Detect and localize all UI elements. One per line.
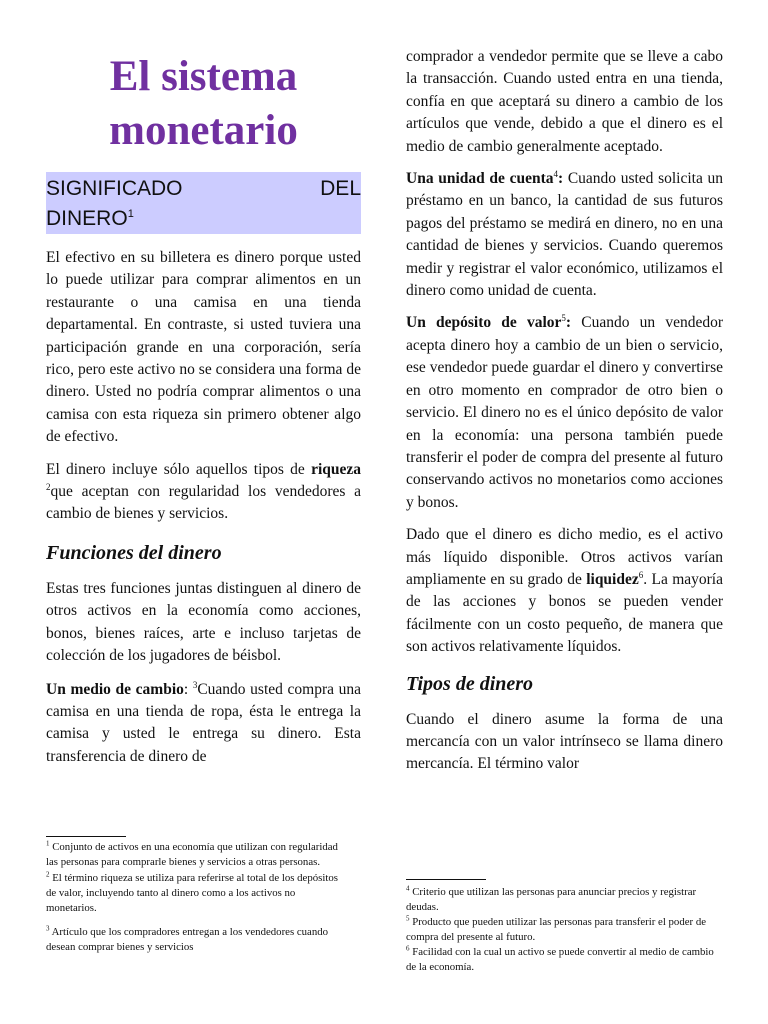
paragraph-medio-de-cambio: Un medio de cambio: $^3$Cuando usted compra una camisa en una tienda de ropa, ésta le entrega la camisa y usted le entrega su dinero. Esta transferencia de dinero de bbox=[46, 679, 362, 765]
section-heading-word-2: DEL bbox=[320, 177, 361, 200]
footnote-ref-6: 6 bbox=[638, 569, 644, 580]
footnote-2: $^2$ El término riqueza se utiliza para referirse al total de los depósitos de valor, incluyendo tanto al dinero como a los activos no monetarios. bbox=[46, 870, 338, 914]
right-column bbox=[406, 46, 723, 776]
footnote-5: $^5$ Producto que pueden utilizar las personas para transferir el poder de compra del presente al futuro. bbox=[406, 914, 707, 943]
page-title: El sistema monetario bbox=[109, 53, 298, 154]
footnote-1: $^1$ Conjunto de activos en una economía que utilizan con regularidad las personas para comprarle bienes y servicios a otras personas. bbox=[46, 839, 338, 868]
section-heading-word-1: SIGNIFICADO bbox=[46, 177, 183, 200]
footnote-ref-1: 1 bbox=[127, 208, 134, 220]
paragraph-efectivo: El efectivo en su billetera es dinero porque usted lo puede utilizar para comprar alimentos en un restaurante o una camisa en una tienda departamental. En contraste, si usted tuviera una participación grande en una corporación, sería rico, pero este activo no se considera una forma de dinero. Usted no podría comprar alimentos o una camisa con esta riqueza sin primero obtener algo de efectivo. bbox=[46, 249, 361, 446]
footnote-ref-2: 2 bbox=[46, 481, 51, 492]
paragraph-deposito-de-valor: Un depósito de valor$^5$: Cuando un vendedor acepta dinero hoy a cambio de un bien o servicio, ese vendedor puede guardar el dinero y convertirse en otro momento en comprador de otro bien o servicio. El dinero no es el único depósito de valor en la economía: una persona también puede transferir el poder de compra del presente al futuro conservando activos no monetarios como acciones y bonos. bbox=[406, 313, 723, 511]
paragraph-liquidez: Dado que el dinero es dicho medio, es el activo más líquido disponible. Otros activos varían ampliamente en su grado de liquidez$^6$. La mayoría de las acciones y bonos se pueden vender fácilmente con un costo pequeño, de manera que son activos relativamente líquidos. bbox=[406, 526, 723, 656]
footnote-4: $^4$ Criterio que utilizan las personas para anunciar precios y registrar deudas. bbox=[406, 884, 697, 913]
footnote-divider-right bbox=[406, 879, 486, 880]
footnotes-right bbox=[406, 885, 724, 975]
footnote-ref-5: 5 bbox=[561, 313, 566, 324]
heading-funciones: Funciones del dinero bbox=[46, 541, 222, 564]
term-riqueza: riqueza bbox=[311, 460, 361, 478]
paragraph-unidad-de-cuenta: Una unidad de cuenta$^4$: Cuando usted solicita un préstamo en un banco, la cantidad de sus futuros pagos del préstamo se medirá en dinero, no en una cantidad de bienes y servicios. Cuando queremos medir y registrar el valor económico, utilizamos el dinero como unidad de cuenta. bbox=[406, 168, 724, 300]
footnote-ref-3: 3 bbox=[192, 679, 198, 690]
footnote-ref-4: 4 bbox=[553, 168, 558, 179]
left-column bbox=[46, 247, 361, 768]
term-medio-de-cambio: Un medio de cambio bbox=[46, 680, 184, 698]
paragraph-dinero-mercancia: Cuando el dinero asume la forma de una mercancía con un valor intrínseco se llama dinero mercancía. El término valor bbox=[406, 710, 723, 773]
section-heading-significado bbox=[46, 172, 361, 234]
paragraph-riqueza: El dinero incluye sólo aquellos tipos de riqueza $^2$que aceptan con regularidad los vendedores a cambio de bienes y servicios. bbox=[46, 460, 361, 523]
term-liquidez: liquidez bbox=[586, 570, 639, 588]
term-unidad-de-cuenta: Una unidad de cuenta bbox=[406, 170, 554, 188]
footnote-divider-left bbox=[46, 836, 126, 837]
footnote-6: $^6$ Facilidad con la cual un activo se puede convertir al medio de cambio de la economía. bbox=[406, 944, 714, 973]
paragraph-funciones: Estas tres funciones juntas distinguen al dinero de otros activos en la economía como acciones, bonos, bienes raíces, arte e incluso tarjetas de colección de los jugadores de béisbol. bbox=[46, 579, 361, 665]
term-deposito-de-valor: Un depósito de valor bbox=[406, 314, 562, 332]
footnotes-left bbox=[46, 840, 346, 955]
paragraph-transaccion: comprador a vendedor permite que se lleve a cabo la transacción. Cuando usted entra en una tienda, confía en que aceptará su dinero a cambio de los artículos que vende, debido a que el dinero es el medio de cambio generalmente aceptado. bbox=[406, 48, 723, 155]
footnote-3: $^3$ Artículo que los compradores entregan a los vendedores cuando desean comprar bienes y servicios bbox=[46, 924, 329, 953]
section-heading-word-3: DINERO bbox=[46, 207, 128, 230]
heading-tipos: Tipos de dinero bbox=[406, 672, 534, 695]
